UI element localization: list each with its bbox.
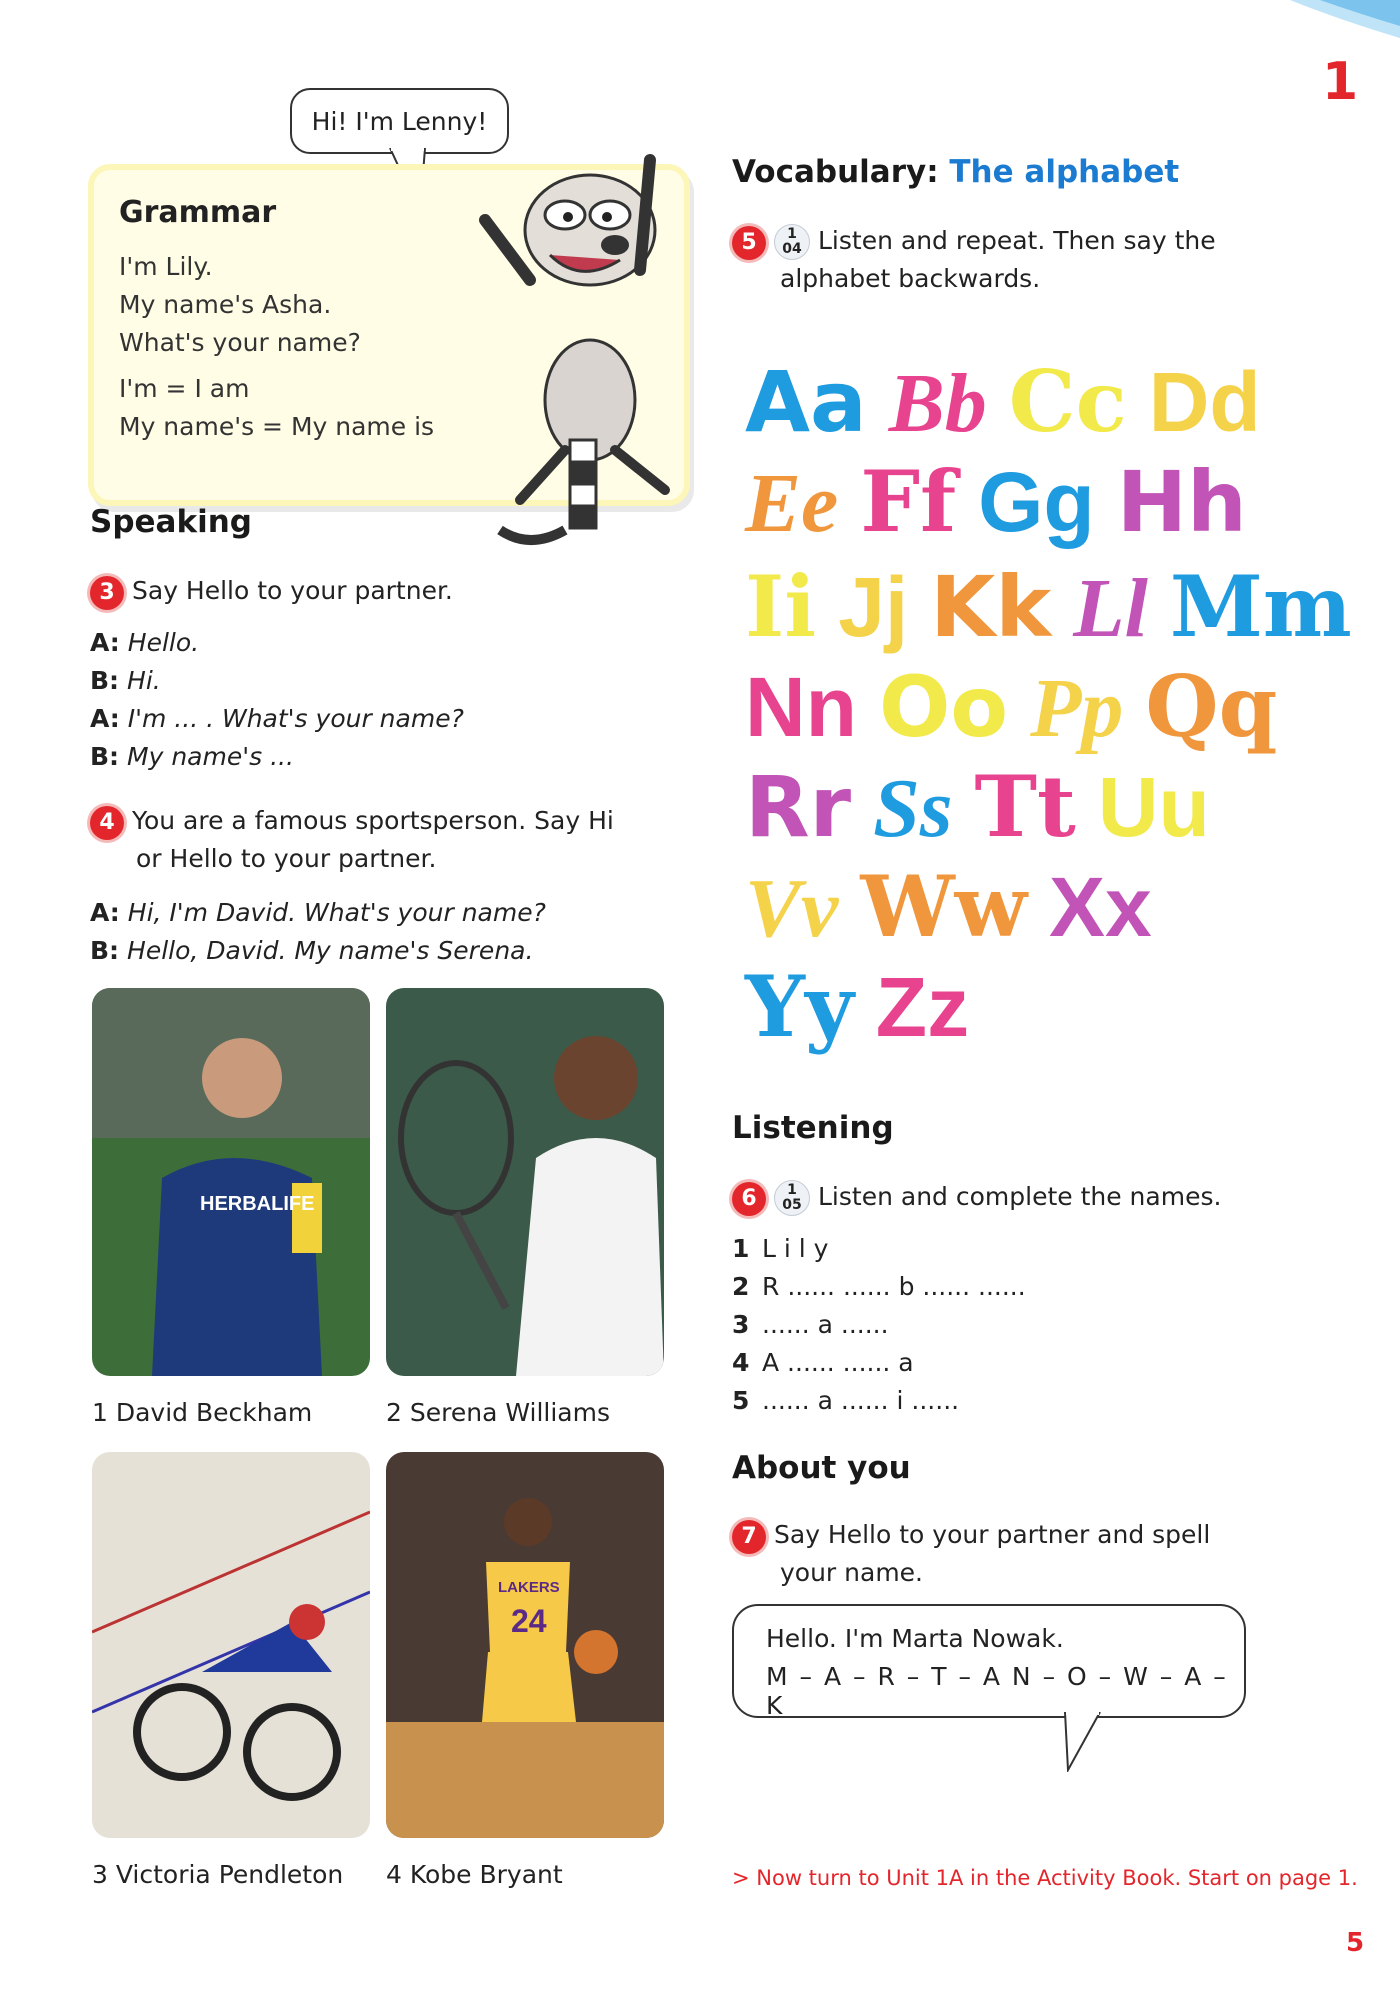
alphabet-letter-pair: Yy <box>745 957 854 1056</box>
exercise-number: 4 <box>90 806 124 840</box>
speech-bubble-tail <box>1060 1712 1110 1772</box>
alphabet-letter-pair: Kk <box>930 558 1052 656</box>
photo-kobe-bryant <box>386 1452 664 1838</box>
alphabet-letter-pair: Cc <box>1008 352 1127 451</box>
alphabet-letter-pair: Ee <box>745 457 839 550</box>
exercise-instruction-cont: or Hello to your partner. <box>136 844 437 873</box>
alphabet-letter-pair: Mm <box>1169 557 1352 656</box>
alphabet-letter-pair: Jj <box>838 560 909 654</box>
name-item: 5 ...... a ...... i ...... <box>732 1386 960 1415</box>
exercise-instruction: Say Hello to your partner and spell <box>774 1520 1211 1549</box>
dialog-line: B: My name's ... <box>90 742 294 771</box>
shirt-text: HERBALIFE <box>200 1193 315 1215</box>
alphabet-letter-pair: Gg <box>978 455 1095 549</box>
exercise-4 <box>90 802 614 878</box>
photo-serena-williams <box>386 988 664 1376</box>
audio-track-icon[interactable]: 1 04 <box>774 224 810 260</box>
audio-track-icon[interactable]: 1 05 <box>774 1180 810 1216</box>
alphabet-display <box>745 352 1355 1062</box>
name-item: 1 L i l y <box>732 1234 829 1263</box>
dialog-4 <box>90 894 546 970</box>
exercise-number: 5 <box>732 226 766 260</box>
alphabet-letter-pair: Zz <box>875 960 970 1054</box>
page-number: 5 <box>1346 1928 1365 1958</box>
corner-swoosh <box>1250 0 1400 40</box>
exercise-number: 3 <box>90 576 124 610</box>
alphabet-letter-pair: Ww <box>860 857 1027 956</box>
exercise-5 <box>732 222 1216 298</box>
exercise-number: 7 <box>732 1520 766 1554</box>
grammar-line: My name's = My name is <box>119 412 435 441</box>
alphabet-letter-pair: Rr <box>745 758 852 856</box>
exercise-7 <box>732 1516 1210 1592</box>
grammar-line: My name's Asha. <box>119 290 332 319</box>
name-item: 2 R ...... ...... b ...... ...... <box>732 1272 1026 1301</box>
alphabet-letter-pair: Pp <box>1030 662 1124 755</box>
exercise-instruction: Listen and complete the names. <box>818 1182 1222 1211</box>
exercise-instruction-cont: your name. <box>780 1558 924 1587</box>
alphabet-letter-pair: Tt <box>974 757 1076 856</box>
alphabet-letter-pair: Uu <box>1097 760 1210 854</box>
alphabet-letter-pair: Oo <box>878 658 1009 756</box>
jersey-text: LAKERS <box>498 1579 560 1596</box>
alphabet-row <box>745 757 1232 857</box>
alphabet-letter-pair: Ll <box>1073 562 1148 655</box>
exercise-instruction: Say Hello to your partner. <box>132 576 453 605</box>
dialog-line: A: Hello. <box>90 628 200 657</box>
alphabet-row <box>745 957 991 1056</box>
dialog-line: B: Hello, David. My name's Serena. <box>90 936 534 965</box>
alphabet-letter-pair: Ii <box>745 557 817 656</box>
alphabet-row <box>745 452 1269 552</box>
alphabet-letter-pair: Bb <box>888 357 987 450</box>
alphabet-letter-pair: Dd <box>1148 355 1261 449</box>
exercise-6 <box>732 1178 1221 1216</box>
dialog-line: A: I'm ... . What's your name? <box>90 704 464 733</box>
alphabet-letter-pair: Ss <box>873 762 953 855</box>
alphabet-row <box>745 657 1299 757</box>
exercise-instruction-cont: alphabet backwards. <box>780 264 1041 293</box>
speech-line: Hello. I'm Marta Nowak. <box>766 1624 1064 1653</box>
caption-4: 4 Kobe Bryant <box>386 1860 563 1889</box>
alphabet-letter-pair: Ff <box>860 452 957 551</box>
name-item: 3 ...... a ...... <box>732 1310 889 1339</box>
photo-david-beckham <box>92 988 370 1376</box>
alphabet-letter-pair: Nn <box>745 660 857 754</box>
activity-book-link[interactable]: > Now turn to Unit 1A in the Activity Book. Start on page 1. <box>732 1866 1358 1890</box>
exercise-3 <box>90 572 453 610</box>
caption-1: 1 David Beckham <box>92 1398 313 1427</box>
lenny-bubble-text: Hi! I'm Lenny! <box>311 106 488 136</box>
listening-heading: Listening <box>732 1110 894 1146</box>
alphabet-row <box>745 857 1174 957</box>
example-speech-bubble <box>732 1604 1246 1718</box>
vocabulary-heading: Vocabulary: The alphabet <box>732 154 1180 190</box>
name-item: 4 A ...... ...... a <box>732 1348 914 1377</box>
grammar-line: I'm = I am <box>119 374 250 403</box>
alphabet-letter-pair: Aa <box>745 353 867 451</box>
exercise-instruction: Listen and repeat. Then say the <box>818 226 1216 255</box>
caption-3: 3 Victoria Pendleton <box>92 1860 344 1889</box>
grammar-line: I'm Lily. <box>119 252 213 281</box>
about-you-heading: About you <box>732 1450 911 1486</box>
lenny-lemur-illustration <box>470 120 710 560</box>
grammar-line: What's your name? <box>119 328 361 357</box>
alphabet-row <box>745 352 1283 452</box>
unit-number: 1 <box>1322 52 1359 112</box>
dialog-3 <box>90 624 464 776</box>
jersey-number: 24 <box>511 1603 547 1639</box>
speaking-heading: Speaking <box>90 504 252 540</box>
dialog-line: B: Hi. <box>90 666 161 695</box>
caption-2: 2 Serena Williams <box>386 1398 610 1427</box>
photo-victoria-pendleton <box>92 1452 370 1838</box>
alphabet-letter-pair: Vv <box>745 862 839 955</box>
alphabet-letter-pair: Hh <box>1116 453 1247 551</box>
grammar-title: Grammar <box>119 195 277 230</box>
exercise-number: 6 <box>732 1182 766 1216</box>
alphabet-letter-pair: Xx <box>1048 860 1152 954</box>
speech-line: M – A – R – T – A N – O – W – A – K <box>766 1662 1228 1720</box>
alphabet-letter-pair: Qq <box>1145 657 1278 756</box>
vocabulary-topic: The alphabet <box>949 154 1180 190</box>
exercise-instruction: You are a famous sportsperson. Say Hi <box>132 806 614 835</box>
alphabet-row <box>745 557 1374 657</box>
dialog-line: A: Hi, I'm David. What's your name? <box>90 898 546 927</box>
